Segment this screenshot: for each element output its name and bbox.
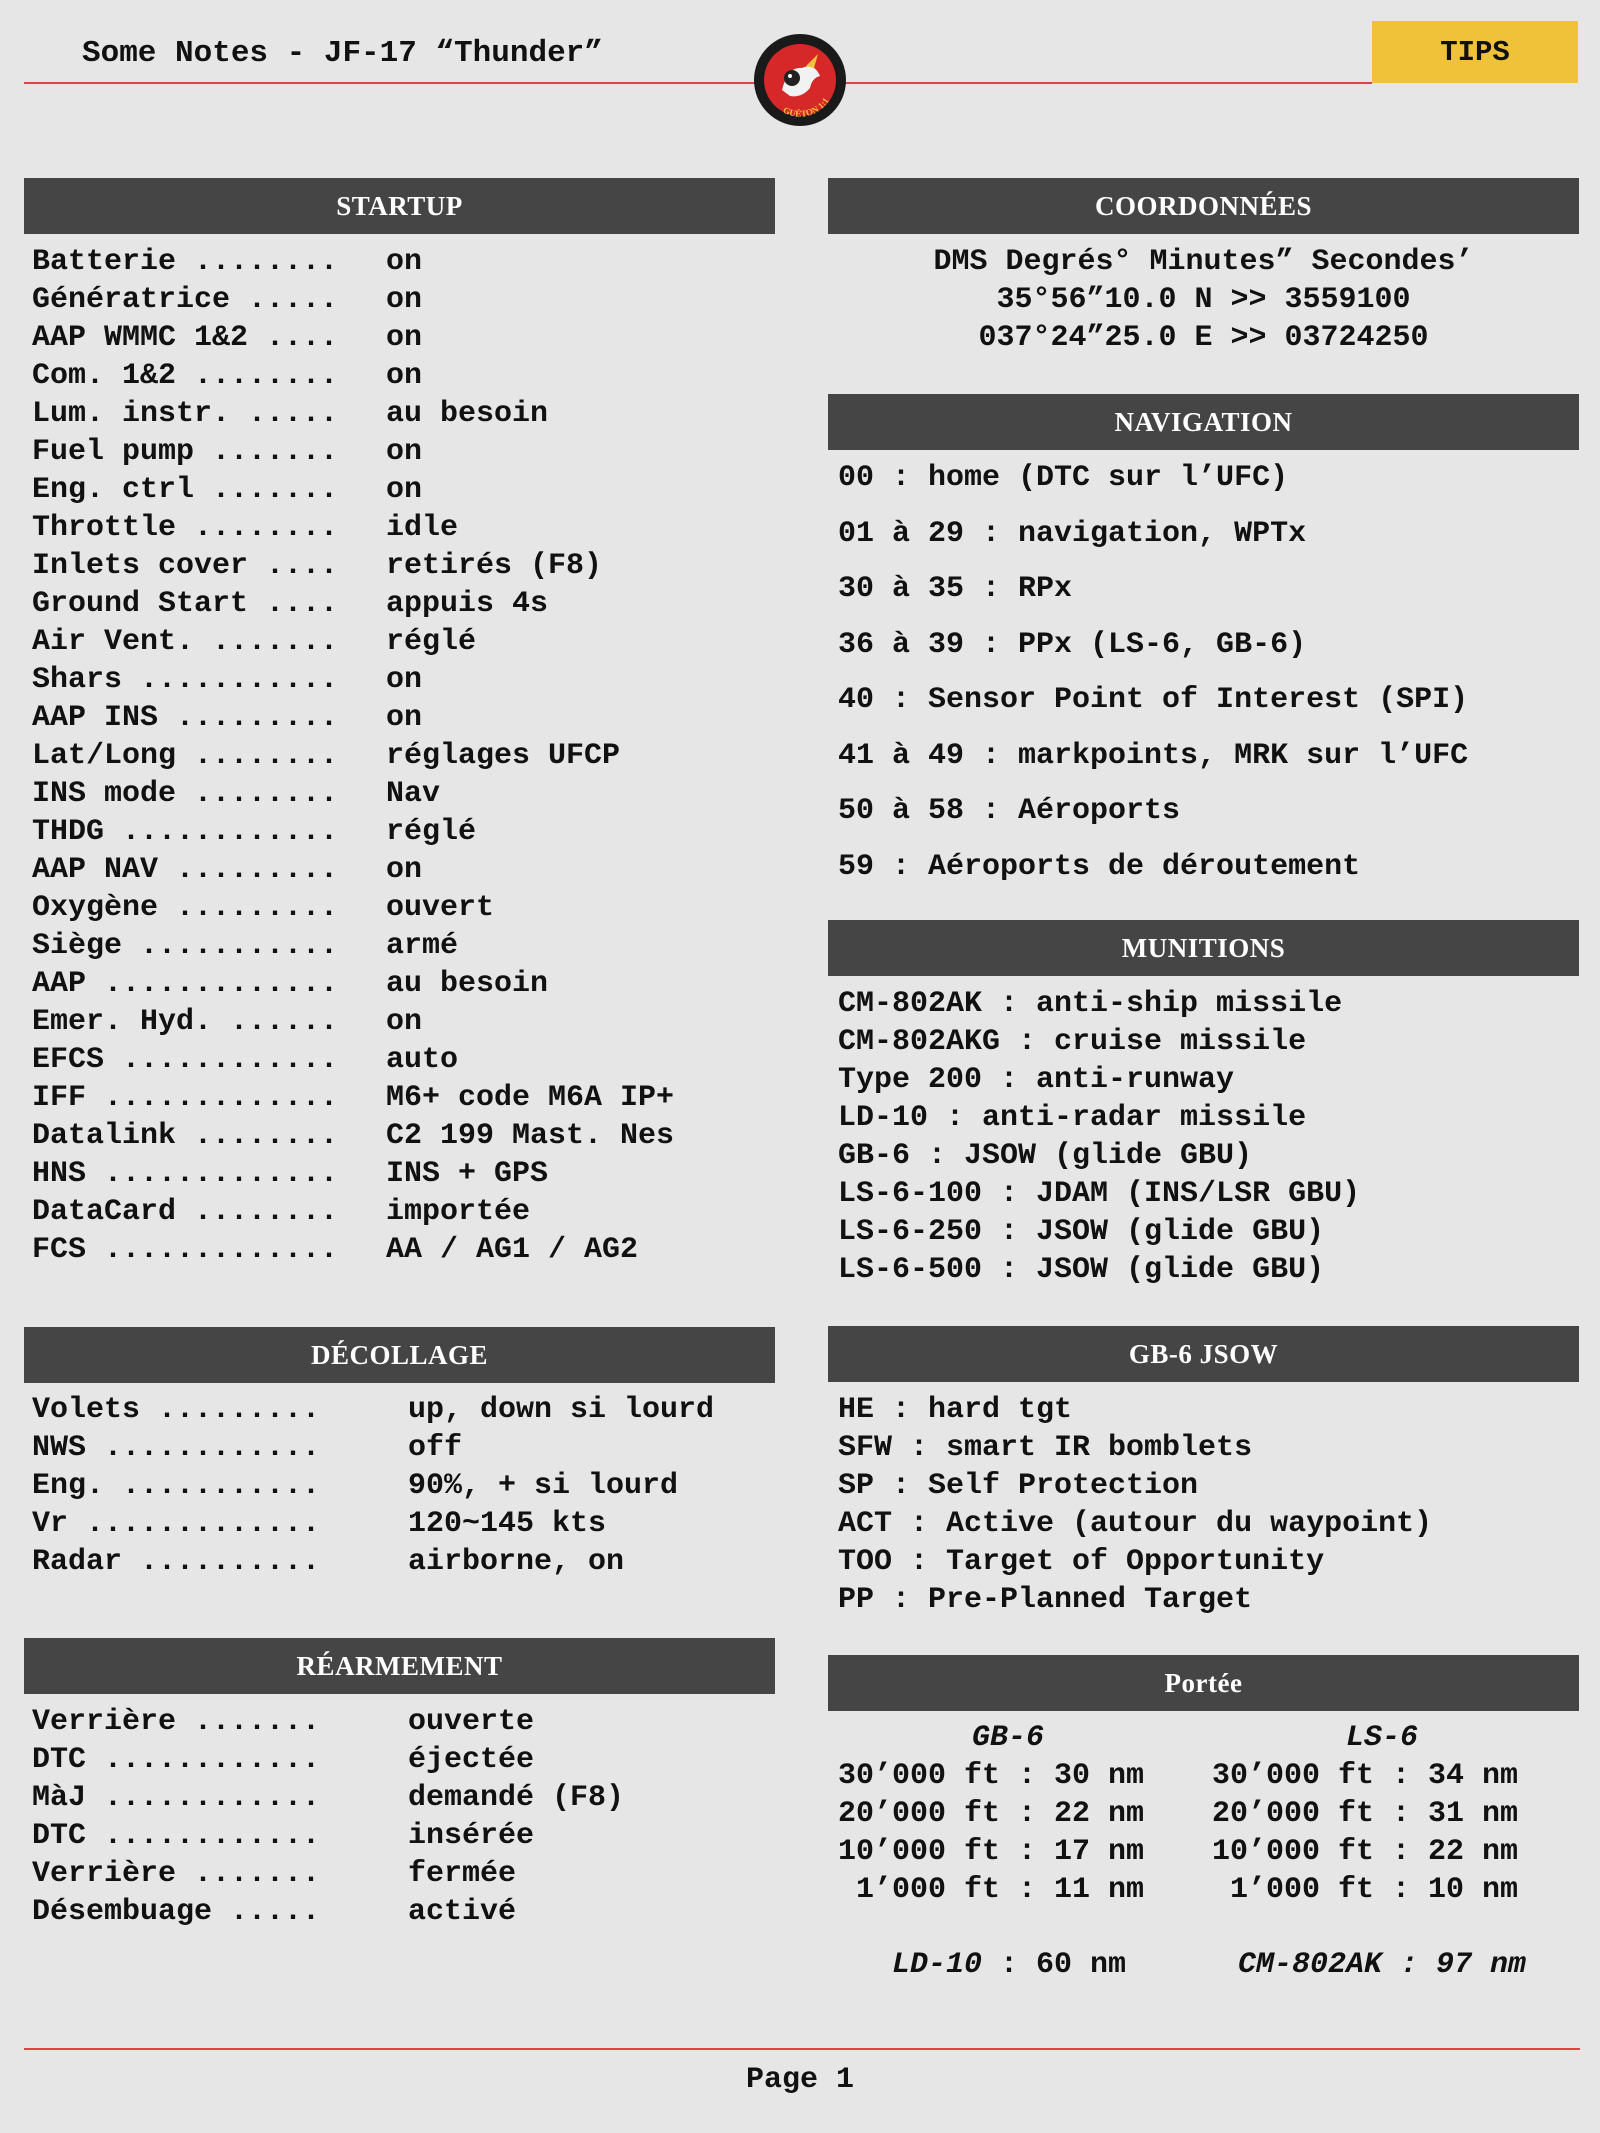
startup-item-label: Lat/Long ........ [32, 739, 357, 773]
startup-item-value: Nav [386, 777, 441, 811]
navigation-item: 59 : Aéroports de déroutement [838, 849, 1361, 884]
decollage-item-value: off [408, 1431, 463, 1465]
startup-item [32, 281, 772, 319]
startup-item-value: M6+ code M6A IP+ [386, 1081, 675, 1115]
munition-item: LS-6-500 : JSOW (glide GBU) [838, 1253, 1325, 1287]
navigation-list [838, 459, 1578, 903]
startup-item-value: on [386, 473, 423, 507]
rearmement-item [32, 1703, 772, 1741]
decollage-item-value: 120~145 kts [408, 1507, 607, 1541]
range-ls6-row: 20’000 ft : 31 nm [1212, 1797, 1519, 1831]
svg-text:GUÉTON 1:1: GUÉTON 1:1 [781, 95, 831, 119]
navigation-item: 00 : home (DTC sur l’UFC) [838, 461, 1289, 495]
footer-divider [24, 2048, 1580, 2050]
navigation-item: 40 : Sensor Point of Interest (SPI) [838, 683, 1469, 717]
startup-item [32, 965, 772, 1003]
startup-item-value: on [386, 321, 423, 355]
munition-item: CM-802AK : anti-ship missile [838, 987, 1343, 1021]
gb6-mode-item: HE : hard tgt [838, 1393, 1073, 1427]
startup-item [32, 1079, 772, 1117]
munition-item: LS-6-100 : JDAM (INS/LSR GBU) [838, 1177, 1361, 1211]
coordinates-block [828, 243, 1579, 357]
startup-item-label: IFF ............. [32, 1081, 357, 1115]
section-header-gb6-jsow: GB-6 JSOW [828, 1326, 1579, 1382]
decollage-item-label: Vr ............. [32, 1507, 357, 1541]
rearmement-checklist [32, 1703, 772, 1931]
startup-item-label: Lum. instr. ..... [32, 397, 357, 431]
navigation-item: 01 à 29 : navigation, WPTx [838, 516, 1307, 551]
startup-item-label: Com. 1&2 ........ [32, 359, 357, 393]
section-header-portee: Portée [828, 1655, 1579, 1711]
startup-item-value: C2 199 Mast. Nes [386, 1119, 675, 1153]
range-cm802ak-sep: : [1382, 1948, 1437, 1982]
navigation-item: 36 à 39 : PPx (LS-6, GB-6) [838, 627, 1307, 662]
decollage-item-label: Volets ......... [32, 1393, 357, 1427]
rearmement-item [32, 1779, 772, 1817]
range-table-gb6 [838, 1719, 1178, 1909]
gb6-mode-item: ACT : Active (autour du waypoint) [838, 1507, 1433, 1541]
rearmement-item-label: Désembuage ..... [32, 1895, 357, 1929]
range-gb6-row: 10’000 ft : 17 nm [838, 1835, 1145, 1869]
rearmement-item [32, 1817, 772, 1855]
range-ls6-title: LS-6 [1345, 1721, 1418, 1755]
range-table-ls6 [1212, 1719, 1552, 1909]
rearmement-item-label: DTC ............ [32, 1819, 357, 1853]
header-divider [24, 82, 1372, 84]
startup-item [32, 395, 772, 433]
startup-item-label: THDG ............ [32, 815, 357, 849]
rearmement-item [32, 1855, 772, 1893]
startup-item-value: AA / AG1 / AG2 [386, 1233, 639, 1267]
startup-item [32, 623, 772, 661]
startup-item-value: retirés (F8) [386, 549, 603, 583]
startup-item [32, 1193, 772, 1231]
decollage-item-label: NWS ............ [32, 1431, 357, 1465]
range-ls6-row: 30’000 ft : 34 nm [1212, 1759, 1519, 1793]
startup-item [32, 547, 772, 585]
startup-item-value: on [386, 435, 423, 469]
startup-item-value: on [386, 359, 423, 393]
startup-item [32, 471, 772, 509]
range-gb6-title: GB-6 [971, 1721, 1044, 1755]
startup-item-label: Throttle ........ [32, 511, 357, 545]
decollage-item-label: Radar .......... [32, 1545, 357, 1579]
startup-item-value: on [386, 283, 423, 317]
startup-item-value: on [386, 663, 423, 697]
rearmement-item-value: fermée [408, 1857, 517, 1891]
squadron-logo [752, 32, 848, 128]
startup-item [32, 661, 772, 699]
navigation-item: 50 à 58 : Aéroports [838, 794, 1181, 828]
startup-item-label: Siège ........... [32, 929, 357, 963]
startup-item-value: ouvert [386, 891, 495, 925]
munition-item: GB-6 : JSOW (glide GBU) [838, 1139, 1253, 1173]
startup-item [32, 433, 772, 471]
startup-item [32, 927, 772, 965]
startup-item [32, 585, 772, 623]
decollage-item [32, 1543, 772, 1581]
startup-item-label: AAP NAV ......... [32, 853, 357, 887]
gb6-mode-item: PP : Pre-Planned Target [838, 1583, 1253, 1617]
munitions-list [838, 985, 1578, 1289]
gb6-mode-item: SFW : smart IR bomblets [838, 1431, 1253, 1465]
rearmement-item-label: Verrière ....... [32, 1705, 357, 1739]
startup-item-value: on [386, 1005, 423, 1039]
startup-item [32, 851, 772, 889]
munition-item: LS-6-250 : JSOW (glide GBU) [838, 1215, 1325, 1249]
range-gb6-row: 30’000 ft : 30 nm [838, 1759, 1145, 1793]
startup-item-label: Batterie ........ [32, 245, 357, 279]
rearmement-item [32, 1893, 772, 1931]
startup-item-value: armé [386, 929, 459, 963]
tips-badge: TIPS [1372, 21, 1578, 83]
decollage-item-value: up, down si lourd [408, 1393, 715, 1427]
startup-item-label: Air Vent. ....... [32, 625, 357, 659]
startup-item [32, 813, 772, 851]
decollage-item-value: 90%, + si lourd [408, 1469, 679, 1503]
rearmement-item-value: activé [408, 1895, 517, 1929]
section-header-munitions: MUNITIONS [828, 920, 1579, 976]
range-ld10-sep: : [982, 1948, 1037, 1982]
startup-item [32, 1155, 772, 1193]
startup-item [32, 737, 772, 775]
startup-item-value: on [386, 853, 423, 887]
rearmement-item-label: Verrière ....... [32, 1857, 357, 1891]
startup-item-label: HNS ............. [32, 1157, 357, 1191]
startup-item-value: idle [386, 511, 459, 545]
range-cm802ak-value: 97 nm [1436, 1948, 1527, 1982]
startup-item-value: appuis 4s [386, 587, 549, 621]
document-title: Some Notes - JF-17 “Thunder” [82, 36, 603, 71]
coordinates-longitude-line: 037°24”25.0 E >> 03724250 [978, 321, 1429, 355]
startup-item-label: Inlets cover .... [32, 549, 357, 583]
range-gb6-row: 1’000 ft : 11 nm [838, 1873, 1145, 1907]
startup-item [32, 319, 772, 357]
gb6-mode-item: SP : Self Protection [838, 1469, 1199, 1503]
startup-item [32, 1003, 772, 1041]
rearmement-item-value: ouverte [408, 1705, 535, 1739]
range-ls6-row: 1’000 ft : 10 nm [1212, 1873, 1519, 1907]
rearmement-item-value: demandé (F8) [408, 1781, 625, 1815]
gb6-mode-list [838, 1391, 1578, 1619]
startup-item-label: INS mode ........ [32, 777, 357, 811]
range-ld10-label: LD-10 [892, 1948, 983, 1982]
decollage-item-label: Eng. ........... [32, 1469, 357, 1503]
startup-item [32, 889, 772, 927]
startup-item-value: au besoin [386, 397, 549, 431]
section-header-startup: STARTUP [24, 178, 775, 234]
rearmement-item-value: éjectée [408, 1743, 535, 1777]
munition-item: Type 200 : anti-runway [838, 1063, 1235, 1097]
startup-item-value: au besoin [386, 967, 549, 1001]
decollage-item [32, 1429, 772, 1467]
startup-item-label: Eng. ctrl ....... [32, 473, 357, 507]
startup-item-label: AAP ............. [32, 967, 357, 1001]
range-cm802ak-label: CM-802AK [1238, 1948, 1383, 1982]
range-ld10 [892, 1946, 1126, 1984]
startup-item-value: réglé [386, 815, 477, 849]
startup-item [32, 1117, 772, 1155]
range-cm802ak [1238, 1946, 1526, 1984]
section-header-navigation: NAVIGATION [828, 394, 1579, 450]
section-header-decollage: DÉCOLLAGE [24, 1327, 775, 1383]
startup-item [32, 243, 772, 281]
startup-item-label: Fuel pump ....... [32, 435, 357, 469]
startup-item-value: auto [386, 1043, 459, 1077]
startup-item-value: réglé [386, 625, 477, 659]
startup-item [32, 509, 772, 547]
range-ld10-value: 60 nm [1036, 1948, 1127, 1982]
startup-item [32, 357, 772, 395]
startup-item-label: DataCard ........ [32, 1195, 357, 1229]
decollage-checklist [32, 1391, 772, 1581]
startup-item-label: FCS ............. [32, 1233, 357, 1267]
startup-item-value: INS + GPS [386, 1157, 549, 1191]
decollage-item [32, 1391, 772, 1429]
page-number: Page 1 [745, 2063, 855, 2097]
section-header-coordonnees: COORDONNÉES [828, 178, 1579, 234]
startup-item-label: AAP WMMC 1&2 .... [32, 321, 357, 355]
rearmement-item-label: DTC ............ [32, 1743, 357, 1777]
range-gb6-row: 20’000 ft : 22 nm [838, 1797, 1145, 1831]
startup-item-label: Ground Start .... [32, 587, 357, 621]
startup-item-value: on [386, 245, 423, 279]
startup-item [32, 775, 772, 813]
startup-item-label: AAP INS ......... [32, 701, 357, 735]
startup-item [32, 1231, 772, 1269]
startup-item-value: importée [386, 1195, 531, 1229]
startup-item [32, 1041, 772, 1079]
munition-item: LD-10 : anti-radar missile [838, 1101, 1307, 1135]
gb6-mode-item: TOO : Target of Opportunity [838, 1545, 1325, 1579]
startup-item-label: EFCS ............ [32, 1043, 357, 1077]
range-ls6-row: 10’000 ft : 22 nm [1212, 1835, 1519, 1869]
startup-item-value: on [386, 701, 423, 735]
startup-item-label: Oxygène ......... [32, 891, 357, 925]
munition-item: CM-802AKG : cruise missile [838, 1025, 1307, 1059]
coordinates-format-line: DMS Degrés° Minutes” Secondes’ [933, 245, 1474, 279]
startup-item-label: Génératrice ..... [32, 283, 357, 317]
rearmement-item-value: insérée [408, 1819, 535, 1853]
decollage-item [32, 1467, 772, 1505]
section-header-rearmement: RÉARMEMENT [24, 1638, 775, 1694]
rearmement-item [32, 1741, 772, 1779]
startup-item-value: réglages UFCP [386, 739, 621, 773]
startup-item [32, 699, 772, 737]
navigation-item: 41 à 49 : markpoints, MRK sur l’UFC [838, 738, 1469, 773]
rearmement-item-label: MàJ ............ [32, 1781, 357, 1815]
coordinates-latitude-line: 35°56”10.0 N >> 3559100 [996, 283, 1411, 317]
startup-checklist [32, 243, 772, 1269]
navigation-item: 30 à 35 : RPx [838, 572, 1073, 606]
startup-item-label: Emer. Hyd. ...... [32, 1005, 357, 1039]
decollage-item-value: airborne, on [408, 1545, 625, 1579]
startup-item-label: Shars ........... [32, 663, 357, 697]
startup-item-label: Datalink ........ [32, 1119, 357, 1153]
decollage-item [32, 1505, 772, 1543]
